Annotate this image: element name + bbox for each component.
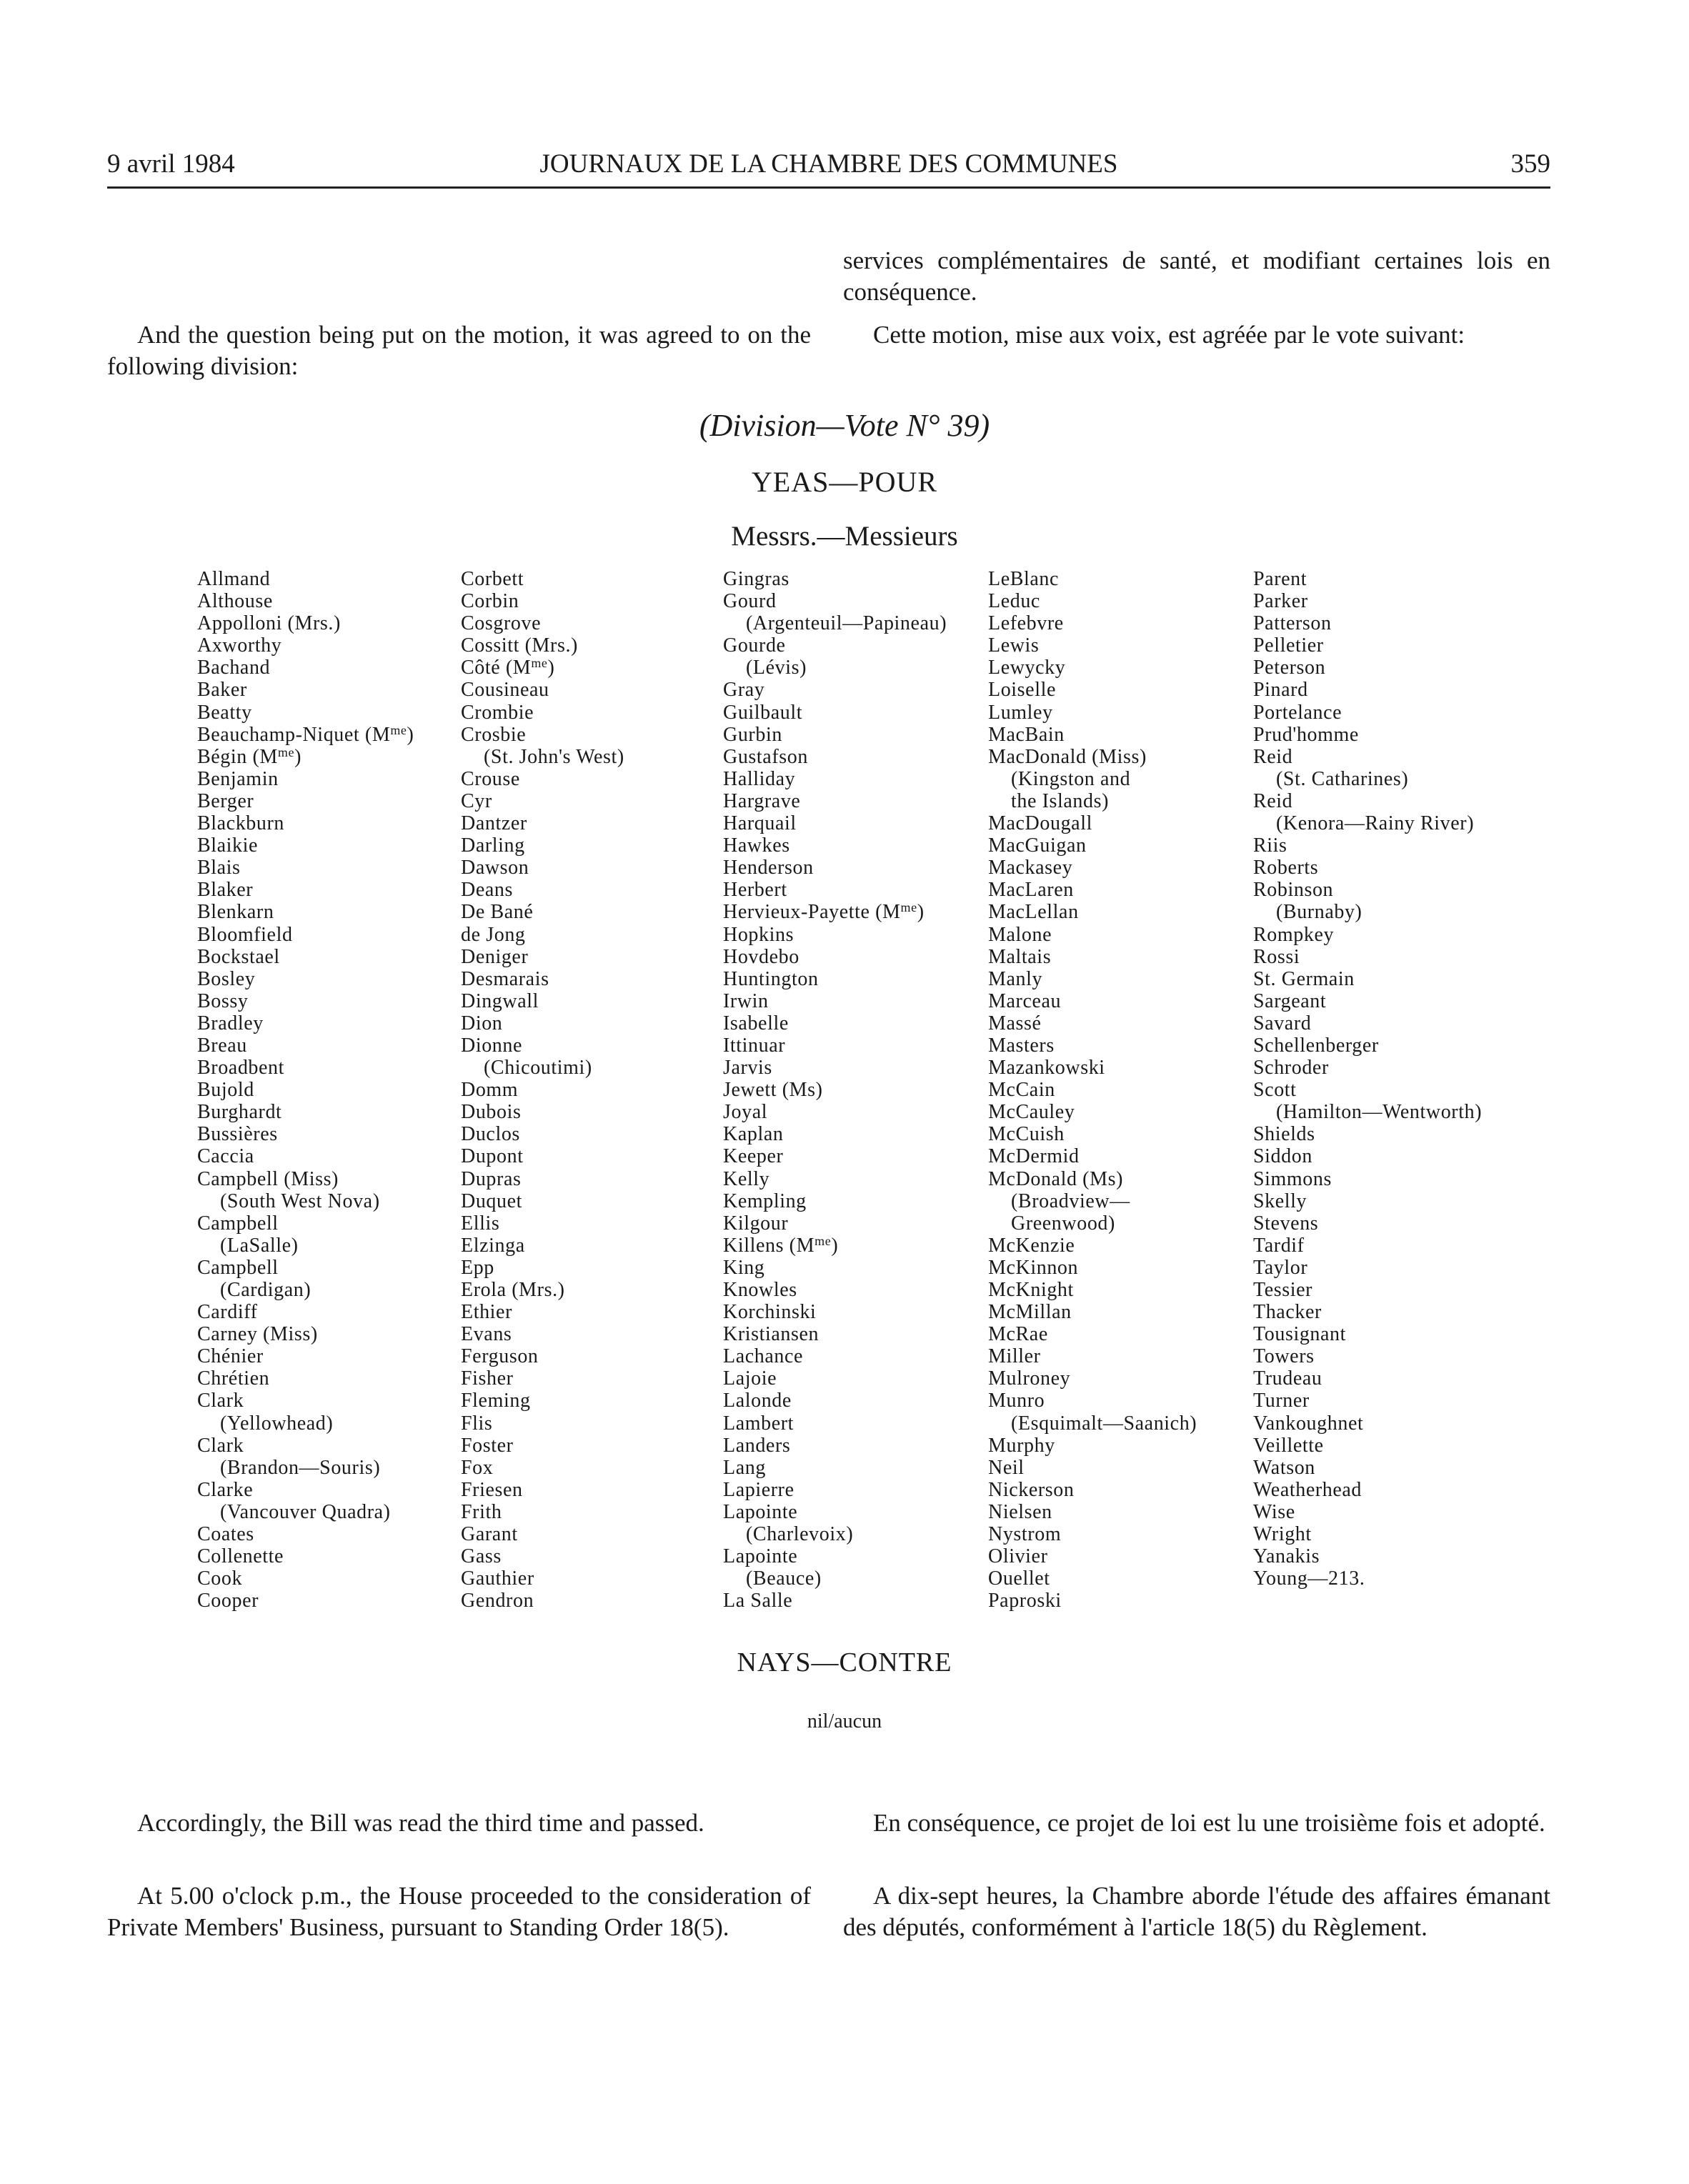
member-name: Kristiansen <box>723 1323 819 1346</box>
member-name: Gustafson <box>723 745 808 768</box>
yeas-column-2 <box>461 568 624 1612</box>
english-private-members: At 5.00 o'clock p.m., the House proceeded to the consideration of Private Members' Business, pursuant to Standing Order 18(5). <box>107 1882 811 1941</box>
member-name: Lang <box>723 1456 766 1479</box>
member-name: Clark <box>197 1434 244 1457</box>
yeas-column-1 <box>197 568 414 1612</box>
member-name: Campbell <box>197 1256 279 1279</box>
member-name: Schroder <box>1253 1057 1329 1079</box>
member-name: (LaSalle) <box>220 1234 299 1257</box>
member-name: Desmarais <box>461 967 549 990</box>
member-name: MacGuigan <box>988 834 1087 857</box>
member-name: Knowles <box>723 1279 797 1301</box>
member-name: Munro <box>988 1390 1045 1412</box>
member-name: Guilbault <box>723 701 803 724</box>
member-name: Blais <box>197 857 241 879</box>
member-name: Henderson <box>723 857 814 879</box>
member-name: Broadbent <box>197 1057 285 1079</box>
member-name: Clark <box>197 1390 244 1412</box>
english-bill-passed: Accordingly, the Bill was read the third time and passed. <box>137 1809 704 1837</box>
member-name: Taylor <box>1253 1256 1308 1279</box>
member-name: Turner <box>1253 1390 1310 1412</box>
member-name: (Broadview— <box>1011 1190 1130 1212</box>
member-name: Greenwood) <box>1011 1212 1115 1235</box>
member-name: Bachand <box>197 657 271 679</box>
member-name: Dionne <box>461 1034 523 1057</box>
member-name: Murphy <box>988 1434 1055 1457</box>
nays-value: nil/aucun <box>807 1710 882 1732</box>
member-name: Parker <box>1253 590 1308 613</box>
member-name: Bosley <box>197 967 256 990</box>
member-name: Chrétien <box>197 1367 270 1390</box>
member-name: Nielsen <box>988 1500 1052 1523</box>
member-name: Neil <box>988 1456 1025 1479</box>
member-name: Prud'homme <box>1253 723 1359 746</box>
member-name: Allmand <box>197 568 271 590</box>
member-name: Gray <box>723 679 765 702</box>
member-name: Maltais <box>988 945 1052 968</box>
member-name: Parent <box>1253 568 1307 590</box>
member-name: Mazankowski <box>988 1057 1105 1079</box>
member-name: Bloomfield <box>197 923 293 946</box>
member-name: Lumley <box>988 701 1053 724</box>
member-name: Malone <box>988 923 1052 946</box>
member-name: Epp <box>461 1256 494 1279</box>
member-name: Hovdebo <box>723 945 799 968</box>
member-name: McKenzie <box>988 1234 1075 1257</box>
member-name: McCuish <box>988 1123 1065 1146</box>
member-name: Kempling <box>723 1190 807 1212</box>
member-name: Baker <box>197 679 247 702</box>
member-name: McDonald (Ms) <box>988 1167 1123 1190</box>
member-name: (Brandon—Souris) <box>220 1456 381 1479</box>
member-name: Yanakis <box>1253 1545 1320 1568</box>
member-name: LeBlanc <box>988 568 1060 590</box>
member-name: McDermid <box>988 1145 1080 1168</box>
member-name: Carney (Miss) <box>197 1323 318 1346</box>
member-name: Rossi <box>1253 945 1300 968</box>
member-name: Duquet <box>461 1190 523 1212</box>
member-name: Lapointe <box>723 1545 798 1568</box>
member-name: Halliday <box>723 767 796 790</box>
member-name: Cyr <box>461 789 492 812</box>
member-name: (Cardigan) <box>220 1279 312 1301</box>
member-name: Ouellet <box>988 1567 1050 1590</box>
member-name: Dion <box>461 1012 503 1034</box>
member-name: Garant <box>461 1523 518 1546</box>
member-name: Ferguson <box>461 1345 539 1368</box>
member-name: Flis <box>461 1412 493 1435</box>
member-name: (Yellowhead) <box>220 1412 334 1435</box>
nays-heading: NAYS—CONTRE <box>737 1647 952 1677</box>
member-name: Sargeant <box>1253 989 1327 1012</box>
member-name: Gauthier <box>461 1567 534 1590</box>
member-name: Shields <box>1253 1123 1315 1146</box>
french-bill-passed: En conséquence, ce projet de loi est lu une troisième fois et adopté. <box>873 1809 1545 1837</box>
member-name: Isabelle <box>723 1012 789 1034</box>
english-question-paragraph: And the question being put on the motion, it was agreed to on the following division: <box>107 321 811 380</box>
member-name: Berger <box>197 789 254 812</box>
member-name: Dingwall <box>461 989 539 1012</box>
member-name: Kilgour <box>723 1212 789 1235</box>
member-name: Lalonde <box>723 1390 792 1412</box>
member-name: Savard <box>1253 1012 1312 1034</box>
member-name: Robinson <box>1253 879 1334 902</box>
member-name: Thacker <box>1253 1301 1322 1324</box>
member-name: Nystrom <box>988 1523 1062 1546</box>
member-name: Lajoie <box>723 1367 777 1390</box>
member-name: Blackburn <box>197 812 285 835</box>
member-name: Breau <box>197 1034 247 1057</box>
member-name: Nickerson <box>988 1478 1075 1501</box>
french-continuation: services complémentaires de santé, et modifiant certaines lois en conséquence. <box>843 246 1550 306</box>
page-number: 359 <box>1510 149 1550 179</box>
member-name: Weatherhead <box>1253 1478 1362 1501</box>
member-name: Blenkarn <box>197 901 274 924</box>
member-name: Bussières <box>197 1123 278 1146</box>
member-name: Bockstael <box>197 945 280 968</box>
member-name: McCain <box>988 1079 1055 1102</box>
member-name: Siddon <box>1253 1145 1312 1168</box>
member-name: Hawkes <box>723 834 790 857</box>
member-name: Keeper <box>723 1145 784 1168</box>
member-name: Ellis <box>461 1212 500 1235</box>
member-name: Miller <box>988 1345 1041 1368</box>
member-name: Appolloni (Mrs.) <box>197 612 341 635</box>
member-name: Harquail <box>723 812 797 835</box>
member-name: MacLellan <box>988 901 1079 924</box>
member-name: Friesen <box>461 1478 523 1501</box>
member-name: Veillette <box>1253 1434 1324 1457</box>
member-name: (South West Nova) <box>220 1190 380 1212</box>
member-name: Pelletier <box>1253 634 1324 657</box>
yeas-column-5 <box>1253 568 1482 1590</box>
member-name: Jarvis <box>723 1057 772 1079</box>
member-name: Huntington <box>723 967 819 990</box>
member-name: (Esquimalt—Saanich) <box>1011 1412 1197 1435</box>
member-name: Côté $(M^{me})$ <box>461 656 555 679</box>
member-name: Elzinga <box>461 1234 525 1257</box>
member-name: Bradley <box>197 1012 264 1034</box>
member-name: Stevens <box>1253 1212 1319 1235</box>
member-name: Herbert <box>723 879 787 902</box>
member-name: Mulroney <box>988 1367 1071 1390</box>
member-name: Schellenberger <box>1253 1034 1379 1057</box>
member-name: Corbett <box>461 568 524 590</box>
member-name: Wright <box>1253 1523 1312 1546</box>
member-name: Tousignant <box>1253 1323 1347 1346</box>
member-name: Foster <box>461 1434 514 1457</box>
member-name: Dubois <box>461 1101 522 1124</box>
member-name: Tessier <box>1253 1279 1313 1301</box>
member-name: Leduc <box>988 590 1040 613</box>
member-name: Erola (Mrs.) <box>461 1279 565 1301</box>
member-name: Portelance <box>1253 701 1342 724</box>
member-name: Jewett (Ms) <box>723 1079 823 1102</box>
member-name: Bujold <box>197 1079 254 1102</box>
member-name: Reid <box>1253 745 1293 768</box>
member-name: Landers <box>723 1434 791 1457</box>
member-name: Massé <box>988 1012 1042 1034</box>
member-name: Marceau <box>988 989 1062 1012</box>
member-name: Evans <box>461 1323 512 1346</box>
member-name: Wise <box>1253 1500 1295 1523</box>
member-name: Gass <box>461 1545 502 1568</box>
member-name: Bégin $(M^{me})$ <box>197 744 302 768</box>
member-name: Skelly <box>1253 1190 1307 1212</box>
yeas-heading: YEAS—POUR <box>751 466 938 498</box>
member-name: (Argenteuil—Papineau) <box>746 612 947 635</box>
member-name: Caccia <box>197 1145 254 1168</box>
member-name: Blaikie <box>197 834 259 857</box>
member-name: Cousineau <box>461 679 549 702</box>
member-name: Frith <box>461 1500 502 1523</box>
member-name: Lewycky <box>988 657 1066 679</box>
member-name: Deans <box>461 879 513 902</box>
member-name: McCauley <box>988 1101 1075 1124</box>
member-name: Patterson <box>1253 612 1332 635</box>
member-name: MacDonald (Miss) <box>988 745 1147 768</box>
member-name: Fleming <box>461 1390 531 1412</box>
member-name: Killens $(M^{me})$ <box>723 1233 839 1257</box>
french-private-members: A dix-sept heures, la Chambre aborde l'étude des affaires émanant des députés, conformément à l'article 18(5) du Règlement. <box>843 1882 1550 1941</box>
yeas-column-4 <box>988 568 1197 1612</box>
member-name: Bossy <box>197 989 249 1012</box>
member-name: Cossitt (Mrs.) <box>461 634 578 657</box>
member-name: Scott <box>1253 1079 1297 1102</box>
member-name: Peterson <box>1253 657 1326 679</box>
member-name: Joyal <box>723 1101 768 1124</box>
member-name: the Islands) <box>1011 789 1110 812</box>
member-name: (Charlevoix) <box>746 1523 854 1546</box>
member-name: MacDougall <box>988 812 1092 835</box>
member-name: Young—213. <box>1253 1567 1365 1590</box>
member-name: Ittinuar <box>723 1034 786 1057</box>
member-name: (Beauce) <box>746 1567 822 1590</box>
member-name: Axworthy <box>197 634 282 657</box>
member-name: Crosbie <box>461 723 527 746</box>
member-name: Dupont <box>461 1145 524 1168</box>
member-name: de Jong <box>461 923 526 946</box>
member-name: Coates <box>197 1523 254 1546</box>
member-name: Fisher <box>461 1367 514 1390</box>
member-name: Mackasey <box>988 857 1073 879</box>
member-name: McMillan <box>988 1301 1072 1324</box>
member-name: La Salle <box>723 1590 793 1612</box>
member-name: Tardif <box>1253 1234 1305 1257</box>
member-name: McKnight <box>988 1279 1074 1301</box>
member-name: Lewis <box>988 634 1040 657</box>
member-name: Blaker <box>197 879 254 902</box>
member-name: Hopkins <box>723 923 794 946</box>
member-name: Dantzer <box>461 812 527 835</box>
member-name: Cook <box>197 1567 243 1590</box>
member-name: (St. Catharines) <box>1276 767 1409 790</box>
member-name: McKinnon <box>988 1256 1079 1279</box>
member-name: Campbell (Miss) <box>197 1167 339 1190</box>
member-name: Fox <box>461 1456 494 1479</box>
member-name: Beatty <box>197 701 252 724</box>
member-name: Watson <box>1253 1456 1315 1479</box>
member-name: Vankoughnet <box>1253 1412 1364 1435</box>
member-name: Paproski <box>988 1590 1062 1612</box>
member-name: Masters <box>988 1034 1055 1057</box>
member-name: Pinard <box>1253 679 1308 702</box>
member-name: Irwin <box>723 989 769 1012</box>
member-name: Chénier <box>197 1345 264 1368</box>
messrs-heading: Messrs.—Messieurs <box>731 521 958 552</box>
member-name: Reid <box>1253 789 1293 812</box>
member-name: (Lévis) <box>746 657 807 679</box>
member-name: (Vancouver Quadra) <box>220 1500 391 1523</box>
member-name: Clarke <box>197 1478 254 1501</box>
member-name: Gingras <box>723 568 789 590</box>
member-name: Dupras <box>461 1167 522 1190</box>
member-name: (St. John's West) <box>484 745 624 768</box>
member-name: Korchinski <box>723 1301 817 1324</box>
member-name: Kelly <box>723 1167 770 1190</box>
member-name: Gourde <box>723 634 786 657</box>
member-name: Towers <box>1253 1345 1315 1368</box>
member-name: Benjamin <box>197 767 279 790</box>
member-name: Burghardt <box>197 1101 282 1124</box>
member-name: Hargrave <box>723 789 801 812</box>
member-name: Hervieux-Payette $(M^{me})$ <box>723 900 925 924</box>
member-name: Roberts <box>1253 857 1319 879</box>
member-name: Simmons <box>1253 1167 1332 1190</box>
member-name: Cooper <box>197 1590 259 1612</box>
member-name: King <box>723 1256 765 1279</box>
member-name: (Kingston and <box>1011 767 1131 790</box>
member-name: Althouse <box>197 590 273 613</box>
member-name: (Kenora—Rainy River) <box>1276 812 1475 835</box>
member-name: Crombie <box>461 701 534 724</box>
french-question-paragraph: Cette motion, mise aux voix, est agréée par le vote suivant: <box>873 321 1465 349</box>
member-name: Cosgrove <box>461 612 542 635</box>
member-name: Lapointe <box>723 1500 798 1523</box>
division-title: (Division—Vote N° 39) <box>699 408 990 443</box>
member-name: Deniger <box>461 945 529 968</box>
member-name: Gendron <box>461 1590 534 1612</box>
member-name: Crouse <box>461 767 520 790</box>
member-name: Manly <box>988 967 1043 990</box>
header-title: JOURNAUX DE LA CHAMBRE DES COMMUNES <box>539 149 1118 179</box>
member-name: Lapierre <box>723 1478 794 1501</box>
member-name: Darling <box>461 834 525 857</box>
yeas-column-3 <box>723 568 947 1612</box>
member-name: Ethier <box>461 1301 513 1324</box>
member-name: Kaplan <box>723 1123 784 1146</box>
member-name: Gurbin <box>723 723 782 746</box>
member-name: Corbin <box>461 590 519 613</box>
page-header <box>107 146 1550 189</box>
member-name: Dawson <box>461 857 529 879</box>
member-name: Lachance <box>723 1345 804 1368</box>
member-name: Cardiff <box>197 1301 258 1324</box>
member-name: Lambert <box>723 1412 794 1435</box>
member-name: Domm <box>461 1079 519 1102</box>
member-name: (Chicoutimi) <box>484 1057 592 1079</box>
member-name: Lefebvre <box>988 612 1064 635</box>
member-name: Loiselle <box>988 679 1056 702</box>
header-date: 9 avril 1984 <box>107 149 235 179</box>
member-name: (Burnaby) <box>1276 901 1362 924</box>
member-name: Duclos <box>461 1123 520 1146</box>
member-name: Rompkey <box>1253 923 1335 946</box>
member-name: (Hamilton—Wentworth) <box>1276 1101 1483 1124</box>
member-name: Collenette <box>197 1545 284 1568</box>
member-name: St. Germain <box>1253 967 1355 990</box>
member-name: Gourd <box>723 590 777 613</box>
member-name: De Bané <box>461 901 534 924</box>
member-name: MacBain <box>988 723 1065 746</box>
member-name: Beauchamp-Niquet $(M^{me})$ <box>197 722 414 746</box>
member-name: McRae <box>988 1323 1048 1346</box>
member-name: MacLaren <box>988 879 1074 902</box>
member-name: Campbell <box>197 1212 279 1235</box>
member-name: Olivier <box>988 1545 1048 1568</box>
member-name: Riis <box>1253 834 1287 857</box>
member-name: Trudeau <box>1253 1367 1322 1390</box>
